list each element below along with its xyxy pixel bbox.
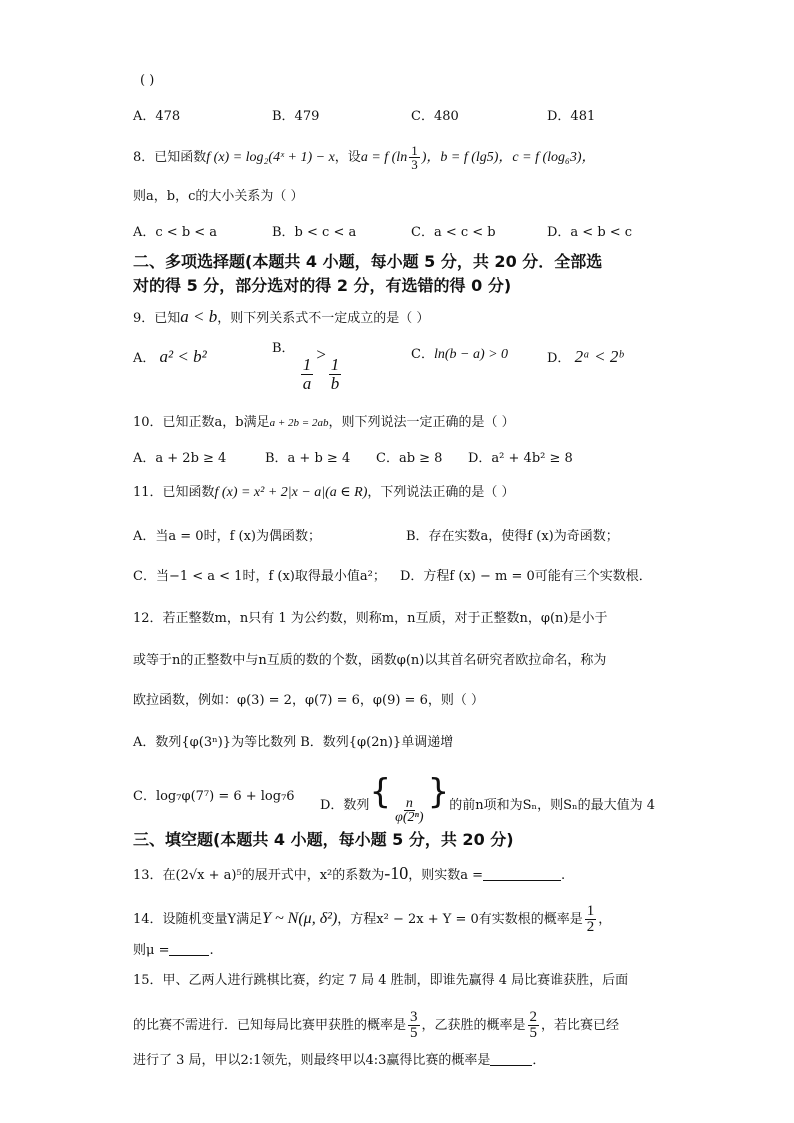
q8-mid: ，设 (334, 150, 361, 165)
q11-option-b: B．存在实数a，使得f (x)为奇函数； (406, 529, 619, 544)
q14-distribution: Y ~ N(μ, δ²) (262, 910, 338, 927)
q10-condition: a + 2b = 2ab (269, 417, 329, 429)
section-2-title-line1: 二、多项选择题(本题共 4 小题，每小题 5 分，共 20 分．全部选 (133, 252, 603, 271)
q8-a-def: a = f (ln (360, 150, 408, 165)
question-9-stem (133, 308, 429, 328)
q7-option-a: A．478 (133, 109, 181, 124)
q10-option-a: A．a + 2b ≥ 4 (133, 451, 227, 466)
question-14-line2: 则μ = . (133, 943, 214, 958)
question-15-line2: 的比赛不需进行．已知每局比赛甲获胜的概率是 $\frac{3}{5}$ ，乙获胜的概率是 $\frac{2}{5}$ ，若比赛已经 (133, 1009, 620, 1041)
question-8-line2: 则a，b，c的大小关系为（ ） (133, 189, 304, 204)
q9-option-a: A． a² < b² (133, 347, 207, 366)
q10-option-b: B．a + b ≥ 4 (265, 451, 351, 466)
q15-prob-b: $\frac{2}{5}$ (529, 1009, 538, 1041)
q9-option-b: B． $\frac{1}{a}$ > $\frac{1}{b}$ (272, 341, 340, 393)
q8-option-a: A．c < b < a (133, 225, 218, 240)
q12-d-fraction: $\frac{n}{\text{φ(2ⁿ)}}$ (395, 796, 424, 825)
q11-option-c: C．当−1 < a < 1时，f (x)取得最小值a²； (133, 569, 386, 584)
q12-option-d: D．数列{ $\frac{n}{\text{φ(2ⁿ)}}$ }的前n项和为Sₙ，则Sₙ的最大值为 4 (320, 772, 656, 825)
q9-b-frac-a: $\frac{1}{a}$ (302, 355, 312, 393)
question-15-line3: 进行了 3 局，甲以2:1领先，则最终甲以4:3赢得比赛的概率是 ． (133, 1053, 546, 1068)
q9-prefix: 9．已知 (133, 311, 181, 326)
q14-probability: $\frac{1}{2}$ (586, 903, 595, 935)
q8-option-b: B．b < c < a (272, 225, 357, 240)
q10-option-d: D．a² + 4b² ≥ 8 (468, 451, 573, 466)
question-13: 13．在(2√x + a)⁵的展开式中，x²的系数为-10，则实数a = . (133, 863, 566, 883)
q15-answer-blank[interactable] (490, 1065, 532, 1066)
section-2-title-line2: 对的得 5 分，部分选对的得 2 分，有选错的得 0 分) (133, 276, 512, 295)
q7-option-d: D．481 (547, 109, 596, 124)
q9-option-c: C．ln(b − a) > 0 (411, 347, 509, 362)
q8-option-d: D．a < b < c (547, 225, 633, 240)
q8-option-c: C．a < c < b (411, 225, 496, 240)
q14-answer-blank[interactable] (169, 955, 209, 956)
q8-b-c-def: ，b = f (lg5)，c = f (log₆3)， (426, 150, 596, 165)
q8-prefix: 8．已知函数 (133, 150, 207, 165)
section-3-title: 三、填空题(本题共 4 小题，每小题 5 分，共 20 分) (133, 830, 514, 849)
q13-coefficient: -10 (384, 863, 409, 883)
q9-b-frac-b: $\frac{1}{b}$ (330, 355, 340, 393)
q12-option-c: C．log₇φ(7⁷) = 6 + log₇6 (133, 789, 295, 804)
question-15-line1: 15．甲、乙两人进行跳棋比赛，约定 7 局 4 胜制，即谁先赢得 4 局比赛谁获胜，后面 (133, 973, 629, 988)
q8-function: f (x) = log₂(4ˣ + 1) − x (206, 150, 335, 165)
q9-suffix: ，则下列关系式不一定成立的是（ ） (217, 311, 430, 326)
q8-fraction: $\frac{1}{3}$ (411, 143, 418, 172)
question-12-line2: 或等于n的正整数中与n互质的数的个数，函数φ(n)以其首名研究者欧拉命名，称为 (133, 653, 607, 668)
question-8-stem: 8．已知函数f (x) = log₂(4ˣ + 1) − x，设a = f (ln $\frac{1}{3}$ )，b = f (lg5)，c = f (log₆3)， (133, 143, 596, 172)
q13-answer-blank[interactable] (483, 880, 561, 881)
q11-option-a: A．当a = 0时，f (x)为偶函数； (133, 529, 321, 544)
question-14: 14．设随机变量Y满足Y ~ N(μ, δ²)，方程x² − 2x + Y = 0有实数根的概率是 $\frac{1}{2}$ ， (133, 903, 612, 935)
question-12-line3: 欧拉函数，例如：φ(3) = 2，φ(7) = 6，φ(9) = 6，则（ ） (133, 693, 484, 708)
question-12-line1: 12．若正整数m，n只有 1 为公约数，则称m，n互质，对于正整数n，φ(n)是小于 (133, 611, 608, 626)
q15-prob-a: $\frac{3}{5}$ (410, 1009, 418, 1041)
q10-option-c: C．ab ≥ 8 (376, 451, 443, 466)
q9-option-d: D． 2ᵃ < 2ᵇ (547, 347, 623, 366)
question-10-stem: 10．已知正数a，b满足a + 2b = 2ab，则下列说法一定正确的是（ ） (133, 415, 515, 430)
q7-option-c: C．480 (411, 109, 459, 124)
q9-condition: a < b (180, 307, 218, 326)
q11-option-d: D．方程f (x) − m = 0可能有三个实数根． (400, 569, 652, 584)
q11-function: f (x) = x² + 2|x − a|(a ∈ R) (214, 485, 368, 500)
question-11-stem: 11．已知函数f (x) = x² + 2|x − a|(a ∈ R)，下列说法正确的是（ ） (133, 485, 515, 500)
answer-parenthesis: ( ) (140, 73, 155, 88)
q12-options-ab: A．数列{φ(3ⁿ)}为等比数列 B．数列{φ(2n)}单调递增 (133, 735, 454, 750)
q7-option-b: B．479 (272, 109, 320, 124)
